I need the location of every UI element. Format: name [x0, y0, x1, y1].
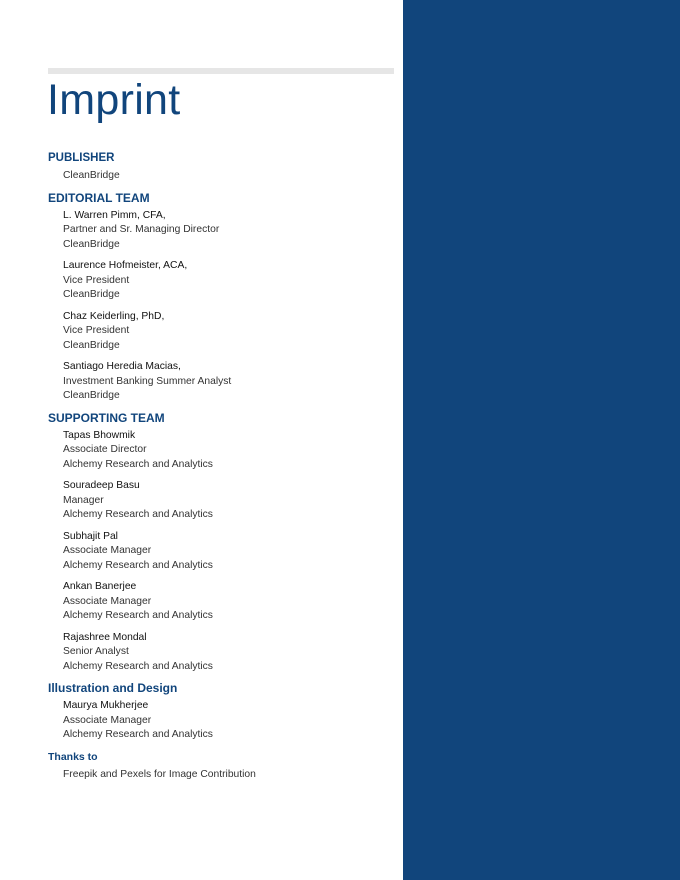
member-name: Laurence Hofmeister, ACA,	[63, 260, 188, 271]
member-name: Tapas Bhowmik	[63, 429, 136, 441]
section-heading: EDITORIAL TEAM	[48, 190, 150, 205]
member-role: Associate Manager	[63, 714, 152, 726]
section-publisher	[48, 150, 388, 184]
member-org: Alchemy Research and Analytics	[63, 458, 213, 470]
member-role: Vice President	[63, 274, 130, 286]
member-role: Manager	[63, 494, 104, 506]
team-member	[63, 310, 388, 354]
member-org: CleanBridge	[63, 289, 120, 300]
section-supporting-team	[48, 410, 388, 675]
page-title: Imprint	[47, 76, 181, 124]
team-member	[63, 259, 388, 303]
section-heading: PUBLISHER	[48, 152, 115, 164]
entry	[63, 768, 388, 783]
member-role: Investment Banking Summer Analyst	[63, 375, 232, 387]
member-name: Souradeep Basu	[63, 480, 140, 491]
decorative-blue-panel	[403, 0, 680, 880]
section-illustration-design	[48, 680, 388, 743]
team-member	[63, 429, 388, 473]
section-heading: SUPPORTING TEAM	[48, 410, 165, 425]
member-role: Associate Director	[63, 444, 147, 455]
section-heading: Thanks to	[48, 750, 98, 763]
member-name: Maurya Mukherjee	[63, 700, 149, 711]
member-name: Chaz Keiderling, PhD,	[63, 310, 165, 322]
entry-line: Freepik and Pexels for Image Contribution	[63, 768, 256, 780]
team-member	[63, 360, 388, 404]
member-role: Senior Analyst	[63, 646, 129, 657]
member-name: Rajashree Mondal	[63, 631, 147, 643]
member-org: Alchemy Research and Analytics	[63, 729, 213, 740]
team-member	[63, 209, 388, 253]
section-heading: Illustration and Design	[48, 681, 178, 695]
section-thanks	[48, 749, 388, 783]
team-member	[63, 631, 388, 675]
member-org: Alchemy Research and Analytics	[63, 509, 213, 520]
member-org: Alchemy Research and Analytics	[63, 660, 213, 672]
member-name: Santiago Heredia Macias,	[63, 361, 181, 372]
member-role: Associate Manager	[63, 545, 152, 556]
imprint-content	[48, 150, 388, 788]
team-member	[63, 580, 388, 624]
member-role: Vice President	[63, 325, 130, 336]
member-org: Alchemy Research and Analytics	[63, 610, 213, 621]
member-org: CleanBridge	[63, 390, 120, 401]
team-member	[63, 530, 388, 574]
member-org: CleanBridge	[63, 238, 120, 250]
team-member	[63, 699, 388, 743]
team-member	[63, 479, 388, 523]
member-role: Associate Manager	[63, 595, 152, 607]
member-org: CleanBridge	[63, 339, 120, 351]
member-org: Alchemy Research and Analytics	[63, 559, 213, 571]
member-name: L. Warren Pimm, CFA,	[63, 209, 166, 221]
member-role: Partner and Sr. Managing Director	[63, 224, 220, 235]
entry	[63, 169, 388, 184]
member-name: Ankan Banerjee	[63, 581, 137, 592]
section-editorial-team	[48, 190, 388, 404]
member-name: Subhajit Pal	[63, 530, 118, 542]
entry-line: CleanBridge	[63, 170, 120, 181]
